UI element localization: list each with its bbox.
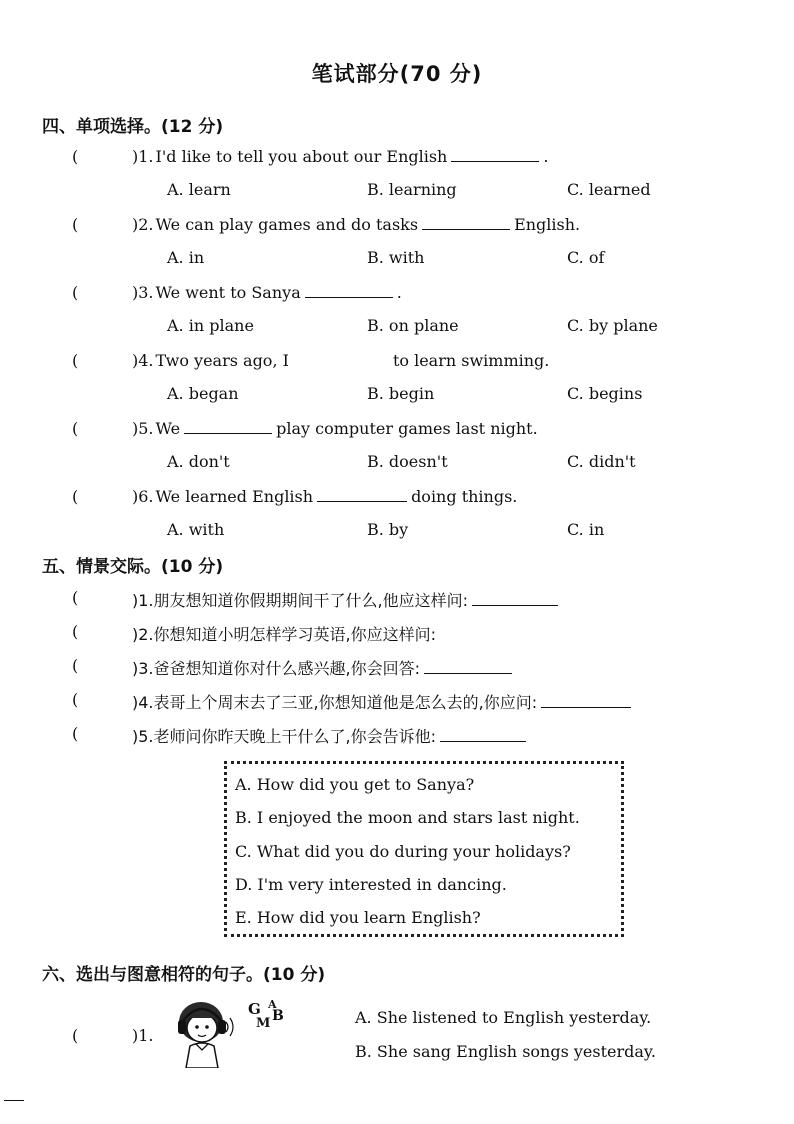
- question-number: )1.: [132, 1026, 154, 1045]
- answer-paren: (: [72, 588, 79, 607]
- page-title: 笔试部分(70 分): [311, 62, 483, 86]
- answer-blank: [422, 215, 510, 230]
- situation-question: [132, 724, 530, 747]
- option-c: C. in: [567, 520, 605, 539]
- stem-text: doing things.: [411, 487, 518, 506]
- question-number: )4.: [132, 693, 154, 712]
- question-stem: [132, 147, 548, 166]
- answer-paren: (: [72, 215, 79, 234]
- stem-text: .: [396, 283, 402, 302]
- situation-question: [132, 656, 516, 679]
- question-number: )2.: [132, 215, 154, 234]
- stem-text: .: [543, 147, 549, 166]
- section-4-title: 四、单项选择。(12 分): [42, 117, 224, 137]
- answer-paren: (: [72, 351, 79, 370]
- option-c: C. by plane: [567, 316, 658, 335]
- question-number: )5.: [132, 727, 154, 746]
- question-stem: [132, 419, 538, 438]
- question-stem: [132, 351, 549, 370]
- letter-g: G: [248, 1000, 261, 1018]
- box-option-b: B. I enjoyed the moon and stars last night.: [235, 808, 580, 827]
- option-a: A. began: [167, 384, 239, 403]
- answer-paren: (: [72, 622, 79, 641]
- answer-blank: [184, 419, 272, 434]
- answer-paren: (: [72, 487, 79, 506]
- question-stem: [132, 283, 402, 302]
- option-c: C. begins: [567, 384, 643, 403]
- stem-text: We went to Sanya: [155, 283, 301, 302]
- situation-question: [132, 622, 436, 645]
- answer-paren: (: [72, 283, 79, 302]
- question-text: 表哥上个周末去了三亚,你想知道他是怎么去的,你应问:: [153, 693, 538, 712]
- option-a: A. in: [167, 248, 205, 267]
- answer-blank: [317, 487, 407, 502]
- question-number: )3.: [132, 659, 154, 678]
- option-a: A. learn: [167, 180, 231, 199]
- question-stem: [132, 215, 580, 234]
- option-a: A. don't: [167, 452, 230, 471]
- option-c: C. of: [567, 248, 605, 267]
- stem-text: We can play games and do tasks: [155, 215, 419, 234]
- answer-blank: [472, 591, 558, 606]
- section-5-title: 五、情景交际。(10 分): [42, 557, 224, 577]
- stem-text: I'd like to tell you about our English: [155, 147, 448, 166]
- page-corner-mark: [4, 1100, 24, 1101]
- option-b: B. by: [367, 520, 409, 539]
- situation-question: [132, 588, 562, 611]
- situation-question: [132, 690, 635, 713]
- stem-text: to learn swimming.: [392, 351, 550, 370]
- option-a: A. with: [167, 520, 225, 539]
- stem-text: We learned English: [155, 487, 314, 506]
- question-stem: [132, 487, 517, 506]
- question-text: 老师问你昨天晚上干什么了,你会告诉他:: [153, 727, 436, 746]
- stem-text: We: [155, 419, 181, 438]
- question-number: )1.: [132, 147, 154, 166]
- stem-text: play computer games last night.: [276, 419, 538, 438]
- picture-option-b: B. She sang English songs yesterday.: [355, 1042, 656, 1061]
- option-b: B. begin: [367, 384, 435, 403]
- answer-blank: [305, 283, 393, 298]
- letter-m: M: [256, 1016, 271, 1031]
- answer-paren: (: [72, 147, 79, 166]
- answer-paren: (: [72, 1026, 79, 1045]
- answer-paren: (: [72, 690, 79, 709]
- question-number: )6.: [132, 487, 154, 506]
- question-number: )2.: [132, 625, 154, 644]
- option-c: C. didn't: [567, 452, 636, 471]
- answer-paren: (: [72, 419, 79, 438]
- stem-text: Two years ago, I: [155, 351, 289, 370]
- box-option-a: A. How did you get to Sanya?: [235, 775, 475, 794]
- question-number: )3.: [132, 283, 154, 302]
- question-number: )4.: [132, 351, 154, 370]
- box-option-e: E. How did you learn English?: [235, 908, 481, 927]
- option-b: B. on plane: [367, 316, 459, 335]
- option-b: B. doesn't: [367, 452, 448, 471]
- question-number: )1.: [132, 591, 154, 610]
- question-number: )5.: [132, 419, 154, 438]
- answer-blank: [541, 693, 631, 708]
- picture-option-a: A. She listened to English yesterday.: [355, 1008, 652, 1027]
- question-text: 朋友想知道你假期期间干了什么,他应这样问:: [153, 591, 468, 610]
- answer-blank: [440, 727, 526, 742]
- option-b: B. learning: [367, 180, 457, 199]
- answer-paren: (: [72, 724, 79, 743]
- question-text: 你想知道小明怎样学习英语,你应这样问:: [153, 625, 436, 644]
- girl-headphones-illustration: [168, 996, 238, 1068]
- answer-paren: (: [72, 656, 79, 675]
- letter-a: A: [268, 998, 277, 1011]
- stem-text: English.: [514, 215, 581, 234]
- letter-b: B: [272, 1008, 284, 1024]
- option-c: C. learned: [567, 180, 651, 199]
- answer-blank: [293, 352, 389, 366]
- option-b: B. with: [367, 248, 425, 267]
- section-6-title: 六、选出与图意相符的句子。(10 分): [42, 965, 326, 985]
- box-option-c: C. What did you do during your holidays?: [235, 842, 571, 861]
- question-text: 爸爸想知道你对什么感兴趣,你会回答:: [153, 659, 420, 678]
- box-option-d: D. I'm very interested in dancing.: [235, 875, 507, 894]
- answer-blank: [451, 147, 539, 162]
- option-a: A. in plane: [167, 316, 254, 335]
- answer-blank: [424, 659, 512, 674]
